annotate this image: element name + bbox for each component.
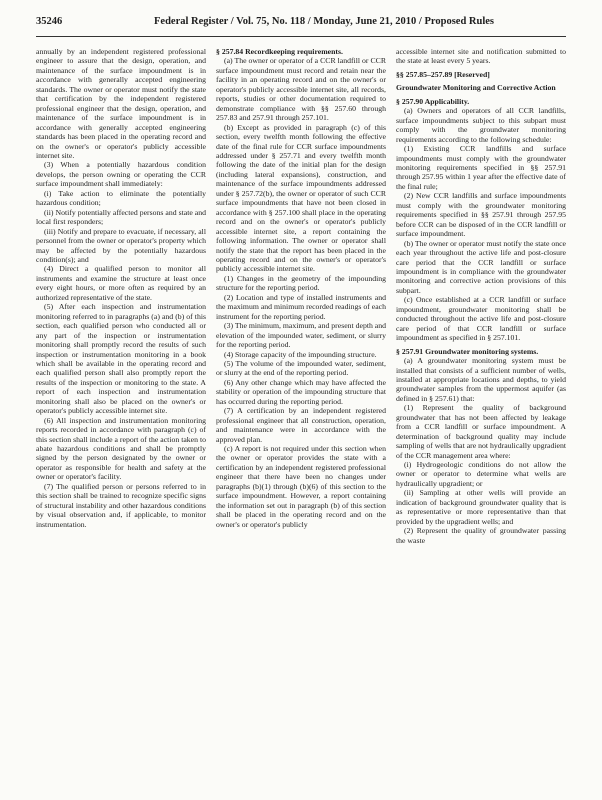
paragraph: (b) Except as provided in paragraph (c) of this section, every twelfth month following the effective date of the final rule for CCR surface impoundments addressed under § 257.71 and every twelfth month following the date of the initial plan for the design (including lateral expansions), construction, and maintenance of the surface impoundments addressed under § 257.72(b), the owner or operator of such CCR surface impoundments that have not been closed in accordance with § 257.100 shall place in the operating record and on the owner's or operator's publicly accessible internet site, a report containing the following information. The owner or operator shall notify the state that the report has been placed in the operating record and on the owner's or operator's publicly accessible internet site.: [216, 122, 386, 274]
paragraph: (a) A groundwater monitoring system must be installed that consists of a sufficient number of wells, installed at appropriate locations and depths, to yield groundwater samples from the uppermost aquifer (as defined in § 257.61) that:: [396, 356, 566, 403]
paragraph: annually by an independent registered professional engineer to assure that the design, operation, and maintenance of the surface impoundment is in accordance with generally accepted engineering standards. The owner or operator must notify the state that certification by the independent registered professional engineer that the design, operation, and maintenance of the surface impoundment is in accordance with generally accepted engineering standards has been placed in the operating record and on the owner's or operator's publicly accessible internet site.: [36, 47, 206, 160]
subpart-heading: Groundwater Monitoring and Corrective Action: [396, 83, 556, 93]
paragraph: (a) The owner or operator of a CCR landfill or CCR surface impoundment must record and retain near the facility in an operating record and on the owner's or operator's publicly accessible internet site, all records, reports, studies or other documentation required to demonstrate compliance with §§ 257.60 through 257.83 and 257.91 through 257.101.: [216, 56, 386, 123]
paragraph: (7) The qualified person or persons referred to in this section shall be trained to recognize specific signs of structural instability and other hazardous conditions by visual observation and, if applicable, to monitor instrumentation.: [36, 481, 206, 529]
page-header: [36, 14, 566, 37]
paragraph: (1) Existing CCR landfills and surface impoundments must comply with the groundwater monitoring requirements specified in §§ 257.91 through 257.95 within 1 year after the effective date of the final rule;: [396, 144, 566, 191]
section-heading: § 257.84 Recordkeeping requirements.: [216, 47, 343, 56]
paragraph: (6) Any other change which may have affected the stability or operation of the impounding structure that has occurred during the reporting period.: [216, 377, 386, 406]
paragraph: (2) Represent the quality of groundwater passing the waste: [396, 526, 566, 545]
paragraph: (i) Hydrogeologic conditions do not allow the owner or operator to determine what wells are hydraulically upgradient; or: [396, 460, 566, 488]
paragraph: (c) A report is not required under this section when the owner or operator provides the state with a certification by an independent registered professional engineer that there have been no changes under paragraphs (b)(1) through (b)(6) of this section to the surface impoundment. However, a report containing the information set out in paragraph (b) of this section shall be placed in the operating record and on the owner's or operator's publicly: [216, 444, 386, 529]
paragraph: (1) Changes in the geometry of the impounding structure for the reporting period.: [216, 273, 386, 293]
paragraph: (3) The minimum, maximum, and present depth and elevation of the impounded water, sediment, or slurry for the reporting period.: [216, 321, 386, 350]
column-2: [216, 47, 386, 787]
paragraph: (5) After each inspection and instrumentation monitoring referred to in paragraphs (a) and (b) of this section, each qualified person who conducted all or any part of the inspection or instrumentation monitoring shall promptly record the results of such inspection or instrumentation monitoring in a book which shall be available in the operating record and each qualified person shall also promptly report the results of the inspection or monitoring to the state. A report of each inspection and instrumentation monitoring shall also be placed on the owner's or operator's publicly accessible internet site.: [36, 302, 206, 416]
paragraph: (4) Direct a qualified person to monitor all instruments and examine the structure at least once every eight hours, or more often as required by an authorized representative of the state.: [36, 264, 206, 302]
paragraph: (i) Take action to eliminate the potentially hazardous condition;: [36, 188, 206, 208]
section-heading: § 257.90 Applicability.: [396, 96, 470, 106]
page-number: 35246: [36, 16, 63, 27]
paragraph: (3) When a potentially hazardous condition develops, the person owning or operating the CCR surface impoundment shall immediately:: [36, 160, 206, 189]
column-3: [396, 47, 566, 787]
column-1: [36, 47, 206, 787]
paragraph: (7) A certification by an independent registered professional engineer that all construction, operation, and maintenance were in accordance with the approved plan.: [216, 406, 386, 444]
section-heading: § 257.91 Groundwater monitoring systems.: [396, 346, 539, 356]
paragraph: (5) The volume of the impounded water, sediment, or slurry at the end of the reporting period.: [216, 358, 386, 378]
running-title: Federal Register / Vol. 75, No. 118 / Monday, June 21, 2010 / Proposed Rules: [154, 16, 494, 27]
paragraph: (ii) Notify potentially affected persons and state and local first responders;: [36, 207, 206, 227]
paragraph: accessible internet site and notification submitted to the state at least every 5 years.: [396, 47, 566, 66]
paragraph: (ii) Sampling at other wells will provide an indication of background groundwater quality that is as representative or more representative than that provided by the upgradient wells; and: [396, 488, 566, 526]
reserved-heading: §§ 257.85–257.89 [Reserved]: [396, 69, 490, 79]
paragraph: (6) All inspection and instrumentation monitoring reports recorded in accordance with paragraph (c) of this section shall include a report of the action taken to abate hazardous conditions and shall be promptly signed by the person designated by the owner or operator as responsible for health and safety at the owner or operator's facility.: [36, 415, 206, 482]
paragraph: (c) Once established at a CCR landfill or surface impoundment, groundwater monitoring shall be conducted throughout the active life and post-closure care period of that CCR landfill or surface impoundment as specified in § 257.101.: [396, 295, 566, 343]
paragraph: (1) Represent the quality of background groundwater that has not been affected by leakage from a CCR landfill or surface impoundment. A determination of background quality may include sampling of wells that are not hydraulically upgradient of the CCR management area where:: [396, 403, 566, 460]
paragraph: (iii) Notify and prepare to evacuate, if necessary, all personnel from the owner or operator's property which may be affected by the potentially hazardous condition(s); and: [36, 226, 206, 264]
paragraph: (b) The owner or operator must notify the state once each year throughout the active life and post-closure care period that the CCR landfill or surface impoundment is in compliance with the groundwater monitoring and corrective action provisions of this subpart.: [396, 238, 566, 295]
paragraph: (2) New CCR landfills and surface impoundments must comply with the groundwater monitoring requirements specified in §§ 257.91 through 257.95 before CCR can be disposed of in the CCR landfill or surface impoundment.: [396, 191, 566, 239]
paragraph: (4) Storage capacity of the impounding structure.: [224, 349, 377, 359]
paragraph: (a) Owners and operators of all CCR landfills, surface impoundments subject to this subpart must comply with the groundwater monitoring requirements according to the following schedule:: [396, 106, 566, 144]
body-columns: [36, 47, 566, 787]
paragraph: (2) Location and type of installed instruments and the maximum and minimum recorded readings of each instrument for the reporting period.: [216, 292, 386, 321]
